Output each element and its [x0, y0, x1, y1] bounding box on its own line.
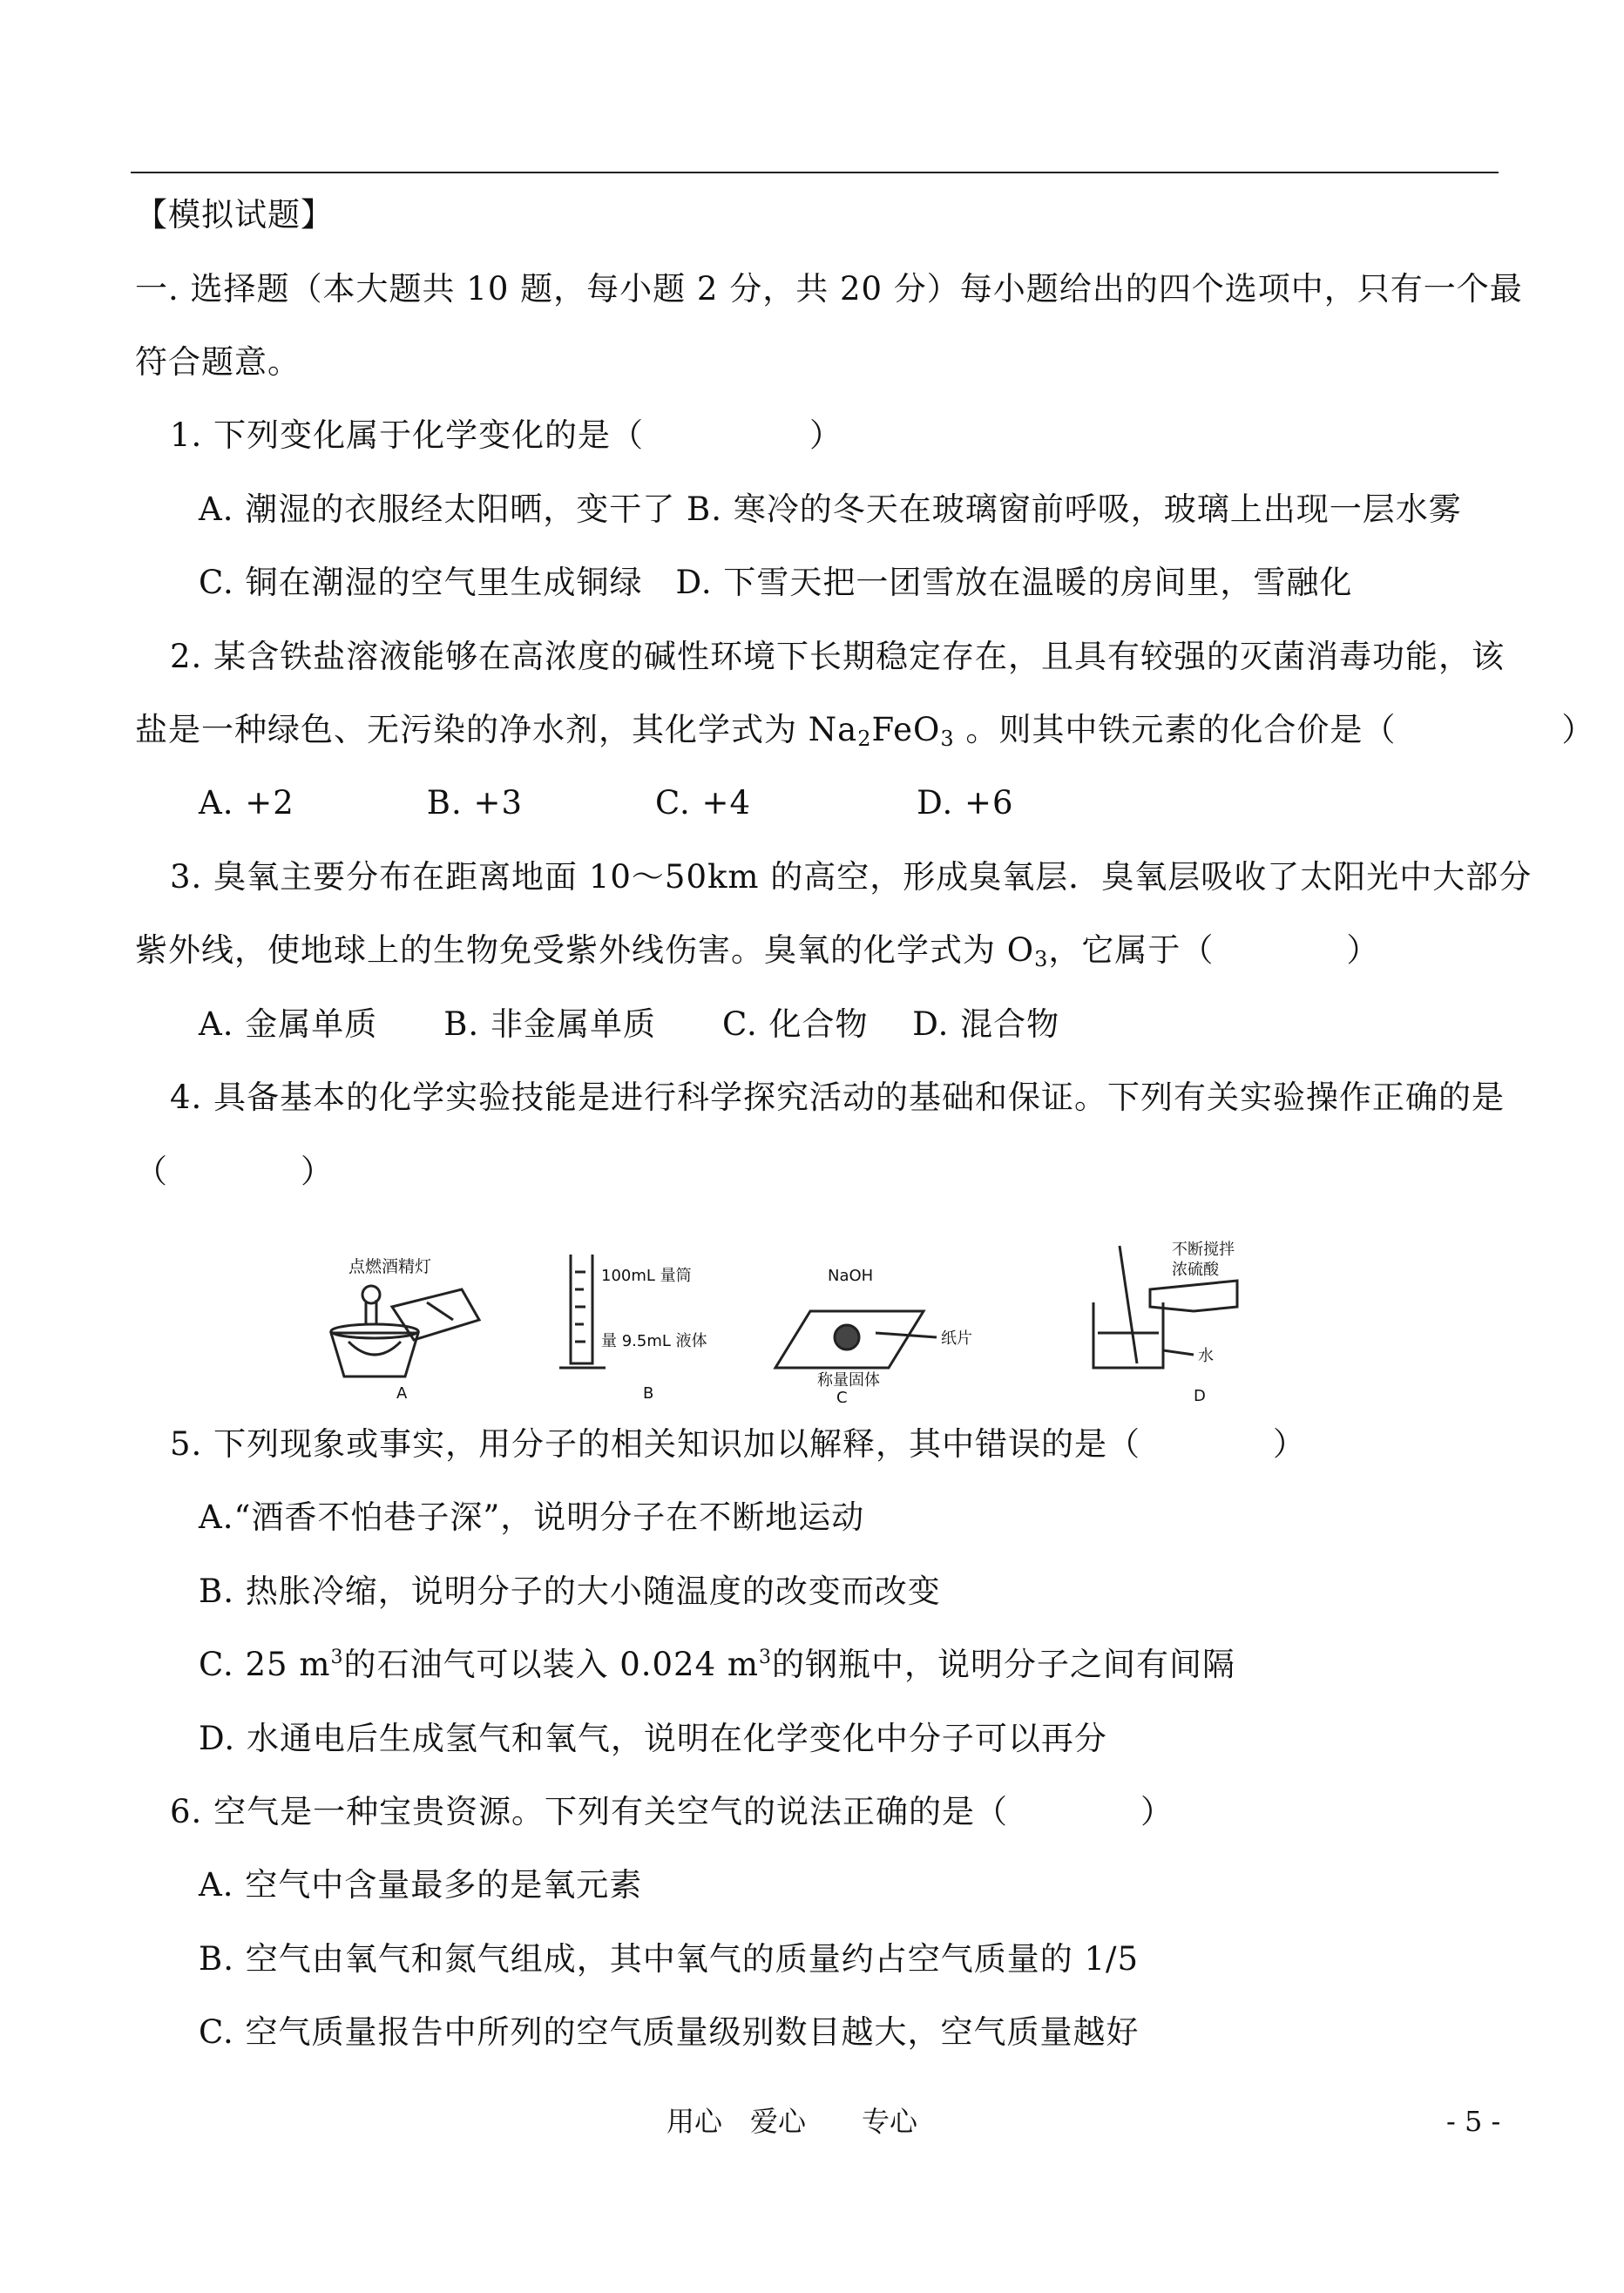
figure-c-caption2: 纸片: [941, 1329, 972, 1348]
part1-heading-line2: 符合题意。: [135, 343, 301, 381]
figure-c-letter: C: [836, 1389, 848, 1403]
q4-experiment-figure: [314, 1237, 1307, 1403]
figure-a-caption: 点燃酒精灯: [348, 1257, 432, 1276]
figure-d-caption2: 浓硫酸: [1172, 1261, 1219, 1279]
figure-c-caption1: NaOH: [828, 1267, 874, 1285]
q5-option-c: C. 25 $m^3$的石油气可以装入 0.024 $m^3$的钢瓶中，说明分子之间有间隔: [199, 1646, 1235, 1683]
q1-stem: 1. 下列变化属于化学变化的是（ ）: [170, 416, 843, 454]
figure-a-letter: A: [396, 1384, 408, 1403]
page-number: - 5 -: [1446, 2105, 1501, 2138]
footer-motto: 用心 爱心 专心: [667, 2105, 918, 2138]
q1-options-cd: C. 铜在潮湿的空气里生成铜绿 D. 下雪天把一团雪放在温暖的房间里，雪融化: [199, 564, 1353, 601]
figure-a-alcohol-lamp: [331, 1286, 479, 1376]
q3-stem-line2: 紫外线，使地球上的生物免受紫外线伤害。臭氧的化学式为 $O_3$，它属于（ ）: [135, 931, 1380, 971]
figure-b-caption1: 100mL 量筒: [601, 1267, 692, 1285]
q2-stem-line1: 2. 某含铁盐溶液能够在高浓度的碱性环境下长期稳定存在，且具有较强的灭菌消毒功能，该: [170, 638, 1506, 675]
figure-d-caption1: 不断搅拌: [1172, 1241, 1235, 1259]
q5-option-a: A.“酒香不怕巷子深”，说明分子在不断地运动: [199, 1498, 865, 1536]
figure-b-letter: B: [643, 1384, 654, 1403]
q3-options: A. 金属单质 B. 非金属单质 C. 化合物 D. 混合物: [199, 1005, 1060, 1043]
figure-c-weighing: [775, 1311, 937, 1368]
q3-stem-line1: 3. 臭氧主要分布在距离地面 10～50km 的高空，形成臭氧层．臭氧层吸收了太阳光中大部分: [170, 858, 1533, 896]
q4-stem-line1: 4. 具备基本的化学实验技能是进行科学探究活动的基础和保证。下列有关实验操作正确的是: [170, 1079, 1506, 1116]
figure-d-caption3: 水: [1198, 1347, 1214, 1365]
figure-c-caption3: 称量固体: [817, 1371, 880, 1390]
q5-option-d: D. 水通电后生成氢气和氧气，说明在化学变化中分子可以再分: [199, 1720, 1107, 1757]
q4-stem-line2: （ ）: [135, 1153, 334, 1190]
header-rule: [131, 172, 1499, 173]
q6-stem: 6. 空气是一种宝贵资源。下列有关空气的说法正确的是（ ）: [170, 1793, 1174, 1830]
q4-figure-svg: [314, 1237, 1307, 1403]
q6-option-c: C. 空气质量报告中所列的空气质量级别数目越大，空气质量越好: [199, 2013, 1140, 2051]
q5-stem: 5. 下列现象或事实，用分子的相关知识加以解释，其中错误的是（ ）: [170, 1425, 1307, 1463]
q1-options-ab: A. 潮湿的衣服经太阳晒，变干了 B. 寒冷的冬天在玻璃窗前呼吸，玻璃上出现一层水雾: [199, 490, 1462, 528]
section-title: 【模拟试题】: [135, 196, 334, 233]
q2-stem-line2: 盐是一种绿色、无污染的净水剂，其化学式为 $Na_2FeO_3$ 。则其中铁元素的化合价是（ ）: [135, 711, 1595, 751]
q5-option-b: B. 热胀冷缩，说明分子的大小随温度的改变而改变: [199, 1573, 941, 1610]
q2-options: A. +2 B. +3 C. +4 D. +6: [199, 784, 1014, 822]
part1-heading-line1: 一. 选择题（本大题共 10 题，每小题 2 分，共 20 分）每小题给出的四个选项中，只有一个最: [135, 270, 1523, 308]
q6-option-b: B. 空气由氧气和氮气组成，其中氧气的质量约占空气质量的 1/5: [199, 1940, 1140, 1978]
figure-b-caption2: 量 9.5mL 液体: [601, 1332, 707, 1350]
q6-option-a: A. 空气中含量最多的是氧元素: [199, 1866, 643, 1904]
figure-b-graduated-cylinder: [559, 1255, 606, 1368]
figure-d-letter: D: [1194, 1387, 1206, 1403]
